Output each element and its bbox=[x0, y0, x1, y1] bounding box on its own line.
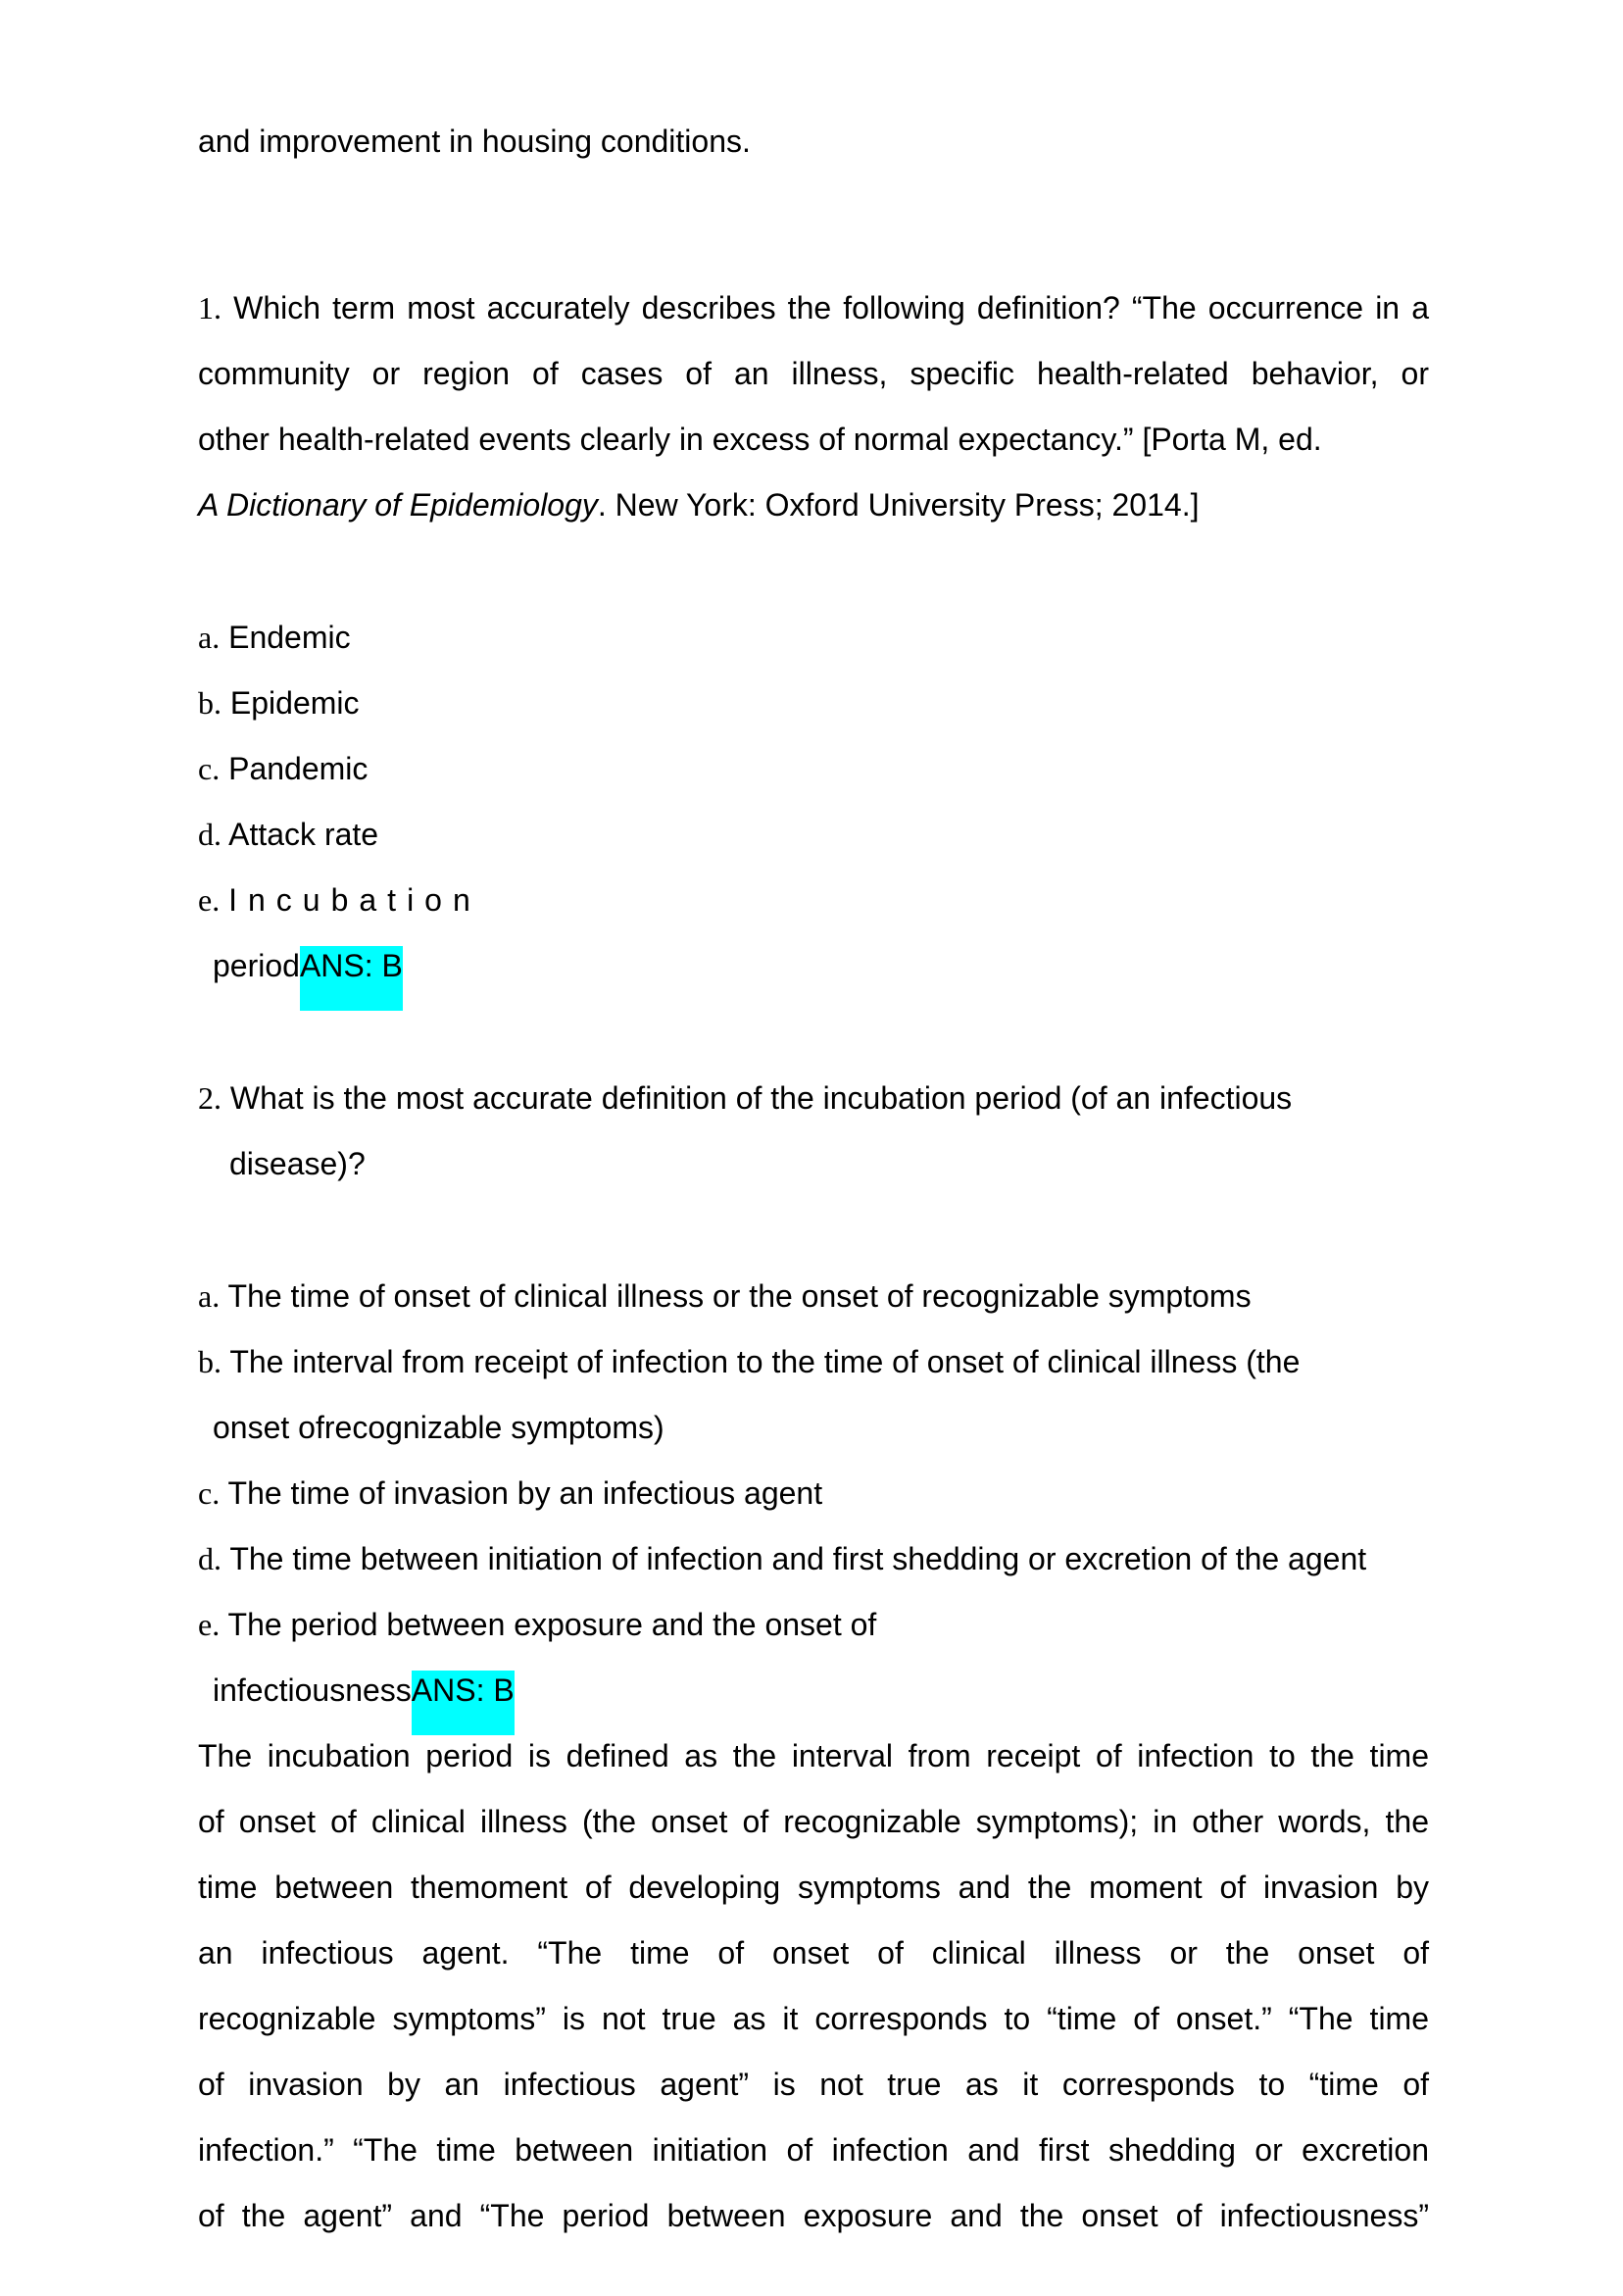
q2-option-d: d. The time between initiation of infection and first shedding or excretion of the agent bbox=[198, 1541, 1367, 1576]
q1-answer-highlight: ANS: B bbox=[300, 946, 403, 1011]
question-1-number: 1. bbox=[198, 290, 221, 325]
q2-option-a: a. The time of onset of clinical illness or the onset of recognizable symptoms bbox=[198, 1278, 1252, 1314]
q2-answer-highlight: ANS: B bbox=[412, 1671, 515, 1735]
q1-option-e-continued: periodANS: B bbox=[213, 946, 403, 1011]
explanation-line: recognizable symptoms” is not true as it corresponds to “time of onset.” “The time bbox=[198, 2001, 1429, 2036]
q2-option-c: c. The time of invasion by an infectious agent bbox=[198, 1475, 823, 1511]
explanation-line: an infectious agent. “The time of onset of clinical illness or the onset of bbox=[198, 1935, 1429, 1971]
explanation-line: of the agent” and “The period between exposure and the onset of infectiousness” bbox=[198, 2198, 1429, 2233]
question-1-citation: A Dictionary of Epidemiology. New York: Oxford University Press; 2014.] bbox=[198, 487, 1200, 523]
question-1-line-2: community or region of cases of an illness, specific health-related behavior, or bbox=[198, 356, 1429, 391]
q2-option-b-continued: onset ofrecognizable symptoms) bbox=[213, 1410, 664, 1445]
explanation-line: of invasion by an infectious agent” is not true as it corresponds to “time of bbox=[198, 2067, 1429, 2102]
citation-title: A Dictionary of Epidemiology bbox=[198, 487, 598, 523]
q2-option-e: e. The period between exposure and the onset of bbox=[198, 1607, 877, 1642]
question-2-number: 2. bbox=[198, 1080, 221, 1116]
q1-option-e: e. Incubation bbox=[198, 882, 481, 918]
q1-option-c: c. Pandemic bbox=[198, 751, 369, 786]
explanation-line: The incubation period is defined as the interval from receipt of infection to the time bbox=[198, 1738, 1429, 1773]
question-1-line-1: 1. Which term most accurately describes the following definition? “The occurrence in a bbox=[198, 290, 1430, 325]
explanation-line: time between themoment of developing symptoms and the moment of invasion by bbox=[198, 1870, 1429, 1905]
q1-option-a: a. Endemic bbox=[198, 620, 351, 655]
q2-option-e-continued: infectiousnessANS: B bbox=[213, 1671, 515, 1735]
question-2-line-2: disease)? bbox=[229, 1146, 366, 1181]
question-1-line-3: other health-related events clearly in excess of normal expectancy.” [Porta M, ed. bbox=[198, 422, 1322, 457]
explanation-line: infection.” “The time between initiation of infection and first shedding or excretion bbox=[198, 2132, 1429, 2168]
q2-option-b: b. The interval from receipt of infection to the time of onset of clinical illness (the bbox=[198, 1344, 1301, 1379]
q1-option-d: d. Attack rate bbox=[198, 817, 379, 852]
explanation-line: of onset of clinical illness (the onset of recognizable symptoms); in other words, the bbox=[198, 1804, 1429, 1839]
intro-line: and improvement in housing conditions. bbox=[198, 124, 751, 159]
q1-option-b: b. Epidemic bbox=[198, 685, 360, 721]
question-2-line-1: 2. What is the most accurate definition of the incubation period (of an infectious bbox=[198, 1080, 1293, 1116]
